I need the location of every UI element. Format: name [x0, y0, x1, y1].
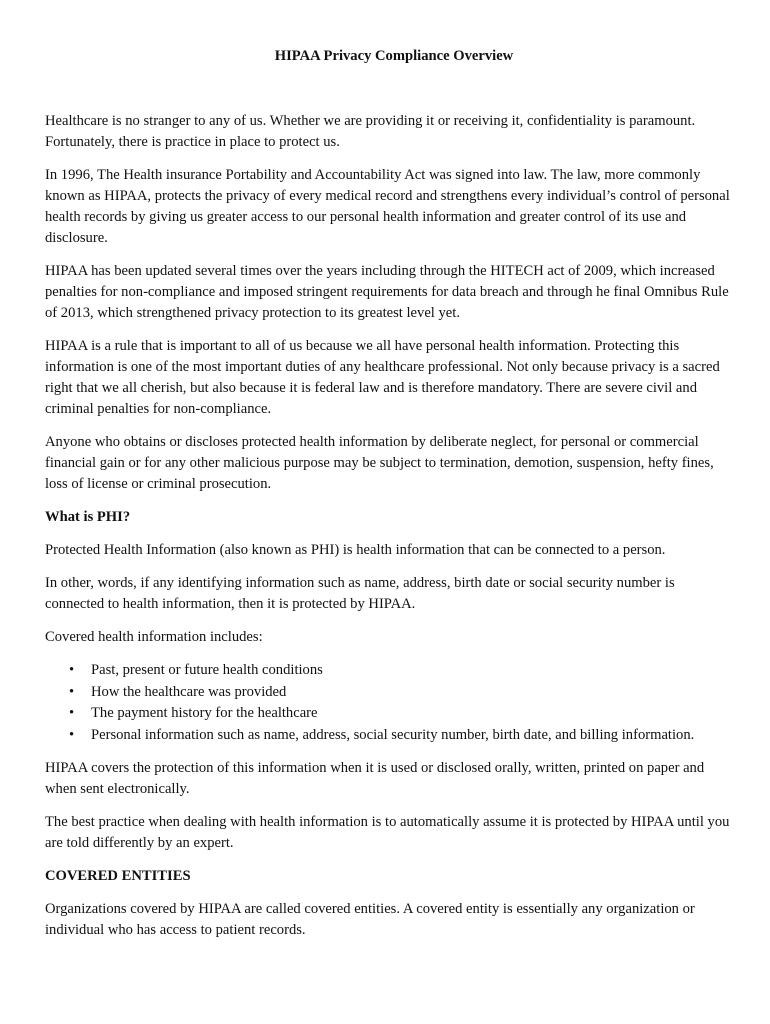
phi-includes-paragraph: Covered health information includes: [45, 629, 263, 645]
importance-paragraph: HIPAA is a rule that is important to all of us because we all have personal health information. Protecting this information is one of the most important duties of any healthcare professional. Not only because privacy is a sacred right that we all cherish, but also because it is federal law and is therefore mandatory. There are severe civil and criminal penalties for non-compliance. [45, 338, 720, 417]
updates-paragraph: HIPAA has been updated several times over the years including through the HITECH act of 2009, which increased penalties for non-compliance and imposed stringent requirements for data breach and through he final Omnibus Rule of 2013, which strengthened privacy protection to its greatest level yet. [45, 263, 729, 321]
best-practice-paragraph: The best practice when dealing with health information is to automatically assume it is protected by HIPAA until you are told differently by an expert. [45, 814, 730, 851]
document-title: HIPAA Privacy Compliance Overview [274, 48, 514, 64]
phi-identifying-paragraph: In other, words, if any identifying information such as name, address, birth date or social security number is connected to health information, then it is protected by HIPAA. [45, 575, 675, 612]
phi-definition-paragraph: Protected Health Information (also known as PHI) is health information that can be connected to a person. [45, 542, 666, 558]
history-paragraph: In 1996, The Health insurance Portability and Accountability Act was signed into law. The law, more commonly known as HIPAA, protects the privacy of every medical record and strengthens every individual’s control of personal health records by giving us greater access to our personal health information and greater control of its use and disclosure. [45, 167, 730, 246]
document-page [45, 46, 735, 953]
phi-heading: What is PHI? [45, 509, 131, 525]
list-item: • How the healthcare was provided [45, 682, 735, 704]
penalties-paragraph: Anyone who obtains or discloses protected health information by deliberate neglect, for personal or commercial financial gain or for any other malicious purpose may be subject to termination, demotion, suspension, hefty fines, loss of license or criminal prosecution. [45, 434, 714, 492]
list-item: • The payment history for the healthcare [45, 703, 735, 725]
list-item: • Personal information such as name, address, social security number, birth date, and billing information. [45, 725, 735, 747]
intro-paragraph: Healthcare is no stranger to any of us. Whether we are providing it or receiving it, confidentiality is paramount. Fortunately, there is practice in place to protect us. [45, 113, 696, 150]
phi-bullet-list [45, 660, 735, 746]
list-item: • Past, present or future health conditions [45, 660, 735, 682]
covered-entities-paragraph: Organizations covered by HIPAA are called covered entities. A covered entity is essentially any organization or individual who has access to patient records. [45, 901, 695, 938]
protection-paragraph: HIPAA covers the protection of this information when it is used or disclosed orally, written, printed on paper and when sent electronically. [45, 760, 705, 797]
covered-entities-heading: COVERED ENTITIES [45, 868, 191, 884]
